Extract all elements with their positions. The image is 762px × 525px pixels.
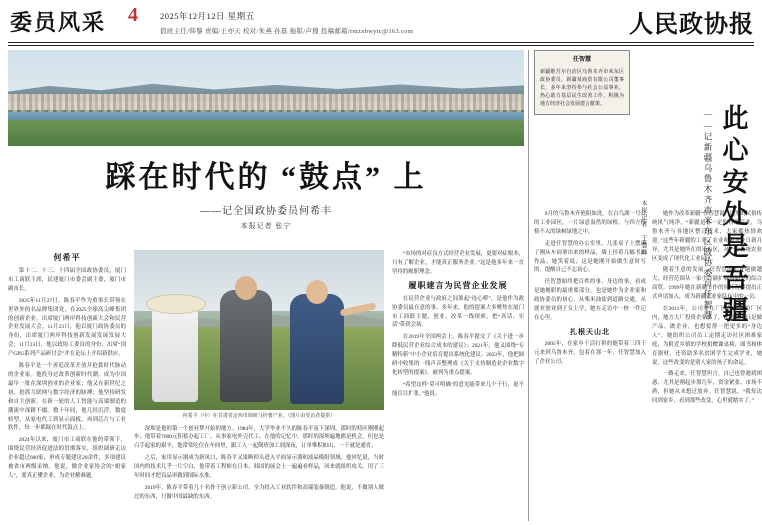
feature-col-3: [392, 250, 524, 521]
masthead-divider-thin: [8, 45, 754, 46]
paragraph: 任智慧始终把百姓的事、身边的事，看成是她履职的最重要部分，也是她作为企业家和政协委员的初心。从柴米油盐到道路交通，从就业创业到子女上学，她在走访中一桩一件记在心里。: [534, 279, 646, 321]
feature-col-2: [134, 250, 384, 521]
paragraph: 在2019年全国两会上，陈春平提交了《关于进一步降低民营企业综合成本的建议》；2021年，他又围绕“专精特新”中小企业培育提出系统化建议；2023年，他把调研中收集的一线声音整理成《关于支持制造业企业数字化转型的提案》，被列为重点提案。: [392, 334, 524, 376]
secondary-subsection-head: 扎根天山北: [570, 327, 610, 336]
paragraph: “市场的对症良方式经营企业发展，更要对症根本，只有了解企业，才能真正服务企业。”这是他多年来一直坚持的履职理念。: [392, 251, 524, 275]
secondary-feature-column: [534, 50, 762, 521]
main-feature-column: [8, 50, 524, 521]
paragraph: 之后，家用显示器成为新风口，陈春平又果断掉头进入平面显示器和液晶模组领域。他回忆说，当时国内的技术几乎一片空白，他带着工程师在日本、韩国的展会上一遍遍看样品，回来就组织攻关，用了三年时间才把良品率做到国际水准。: [134, 455, 384, 480]
masthead-divider: [8, 42, 754, 43]
paragraph: 一路走来，任智慧坦言，自己也曾遇到困惑，尤其是刚起步那几年，资金紧张、市场不熟，但她从未想过放弃。任智慧说，“我每次回到家乡，看到那些改变，心里就踏实了。”: [652, 371, 762, 405]
paragraph: 深圳是他的第一个创业梦开始的地方。1984年，大学毕业不久的陈春平南下深圳，那时的特区刚刚起步，他带着7000元积蓄办起工厂，从事家电外壳代工。在他的记忆中，那时的深圳遍地都是机会，但也是白手起家的艰辛，他常常吃住在车间里，跟工人一起倒班加工到深夜，订单堆积如山，一干就是通宵。: [134, 425, 384, 450]
paragraph: 第十二、十三、十四届全国政协委员，厦门市工商联主席，民建厦门市委会副主委，厦门市副市长。: [8, 268, 126, 292]
paragraph: 9月的乌鲁木齐艳阳如洗，在白鸟湖一号合的工业园区，一片绿意盎然的绿植，与四方格格不入的绿树绿地之中。: [534, 211, 646, 235]
paragraph: 走进任智慧的办公室里，几张桌子上摆满了刚从车间拿出来的样品，墙上挂着几幅书法作品。她笑着说，这是她刚开始做生意时写的，提醒自己不忘初心。: [534, 240, 646, 274]
feature-text-columns: [8, 250, 524, 521]
feature-headline: 踩在时代的 “鼓点” 上: [105, 161, 427, 194]
paragraph: 2005年，在家乡干活打拼的她带着三四千元来到乌鲁木齐，包着在那一年，任智慧加入了企业公司。: [534, 340, 646, 365]
profile-name: 何希平: [53, 253, 81, 262]
paragraph: 陈春平是一个善追改革开放并抢抓时代脉动的企业家。他投身过改革创新时代潮，成为中国最早一批在深圳创业的企业家；他又在新世纪之初，抢抓互联网与数字经济的脉搏；他坚持研发和自主创新，在新一轮的人工智能与高端制造的潮流中深耕不辍。数十年间，他几经沉浮，数度转型，从家电代工到显示面板，再到芯片与工业软件，每一步都踩在时代鼓点上。: [8, 363, 126, 432]
photo-sunhat: [146, 294, 206, 314]
paragraph: 2024年以来，厦门市工商联在他的带领下，围绕民营经济促进法的贯彻落实，组织调研走访企业超过600家，形成专题建议20余件，多项建议被省市两级采纳。他说，做企业家协会的“娘家人”，要真正懂企业、为企业解难题。: [8, 437, 126, 479]
paragraph: 她作为改革新疆“任智慧说，”这里的民俗传统风气纯净，“新疆是有一定的各地产业，乌鲁木齐与各地区整合技术，大家都热情欢迎。”这些年新疆的工业、农业和服务业日新月异，尤其是她所在的米东区，从一个传统农业区变成了现代化工业园区。: [652, 211, 762, 262]
profile-box: [534, 50, 630, 115]
hero-photo: [8, 50, 524, 146]
feature-byline: 本报记者 张宁: [240, 222, 292, 230]
page-body: [8, 50, 762, 521]
secondary-text-col-2: [652, 210, 762, 521]
paragraph: 2019年，陈春平带着几十名骨干创立新公司，全力投入工业软件和高端装备制造。他说，不做别人做过的东西，只做中国最缺的东西。: [134, 484, 384, 500]
profile-box-title: 任智慧: [572, 57, 591, 63]
secondary-subhead: ——记新疆乌鲁木齐市米东区政协委员任智慧: [703, 108, 713, 321]
feature-subhead: ——记全国政协委员何希丰: [200, 206, 332, 217]
photo-head-middle: [235, 276, 257, 300]
page-number: 4: [128, 4, 138, 26]
secondary-text-col-1: [534, 210, 646, 521]
paragraph: “希望这样‘莫可明确’的意见能带来几个千行，更不能盲目扩张。”他说。: [392, 381, 524, 397]
section-title: 委员风采: [10, 10, 107, 35]
subsection-head: 履职建言为民营企业发展: [408, 280, 508, 290]
paragraph: 2025年11月27日，陈春平作为重事长带领在世界外的名品牌集团党，在2025全球高尖峰集团的创新企业，出席厦门两岸科技创新大会和民营企业发展大会。11月23日，他以厦门政协委员的身份，出席厦门两岸科技创新发展发展发展大会；11月23日，他以政协工委员的身份，出席“国产GPU系列产品研讨会”并在论坛上介绍新供应。: [8, 297, 126, 358]
interview-photo: [134, 250, 384, 410]
paper-nameplate: 人民政协报: [629, 12, 754, 38]
photo-head-right: [306, 280, 328, 304]
column-divider: [528, 50, 529, 521]
profile-box-text: 新疆维吾尔自治区乌鲁木齐市米东区政协委员，新疆某商贸有限公司董事长，多年来坚持参与社会公益事业，热心助力基层民生改善工作，积极为地方经济社会发展建言献策。: [540, 69, 624, 107]
paragraph: 随着生意的发展，任智慧的企业越做越大，经营范围从一家小店铺扩展到如今的综合商贸。1999年她在新疆工作的时任智慧提出正式申请加入，成为新疆企业家队伍中的一员。: [652, 267, 762, 301]
masthead: [0, 0, 762, 44]
editorial-credits: 值班主任/韩黎 责编/王亦天 校对/朱燕 孙磊 拖版/声穆 投稿邮箱/rmzxbwytc@163.com: [160, 28, 414, 35]
photo-person-right: [290, 294, 344, 404]
publication-date: 2025年12月12日 星期五: [160, 11, 255, 21]
photo-person-middle: [220, 290, 272, 402]
photo-caption: 何希平（中）在甘肃省定西市调研马铃薯产业。（图片由受访者提供）: [182, 414, 336, 419]
hero-field: [8, 120, 524, 146]
secondary-byline: 本报记者 王慧峰: [640, 200, 646, 256]
secondary-headline: 此心安处是吾疆: [719, 104, 748, 328]
paragraph: 在民营企业与政府之间架起“连心桥”，是他作为政协委员最在意的事。多年来，他的提案大多聚焦在厦门市工商联主题、创业、改革一线探索，把“真话、实话”带到会场。: [392, 295, 524, 329]
photo-person-left: [152, 302, 198, 402]
paragraph: 在2011年，公司要在厂区与研发的厂区内，地方大厂投资企业多了，任智慧不只是做产品，做企业，也想要帮一把更多的“身边人”。她组织公司员工定期走访社区困难家庭，为附近乡镇的学校捐赠课桌椅、图书和体育器材，还资助多名贫困学生完成学业，她说，这些改变的是别人家的孩子的命运。: [652, 306, 762, 366]
feature-col-1: [8, 250, 126, 521]
